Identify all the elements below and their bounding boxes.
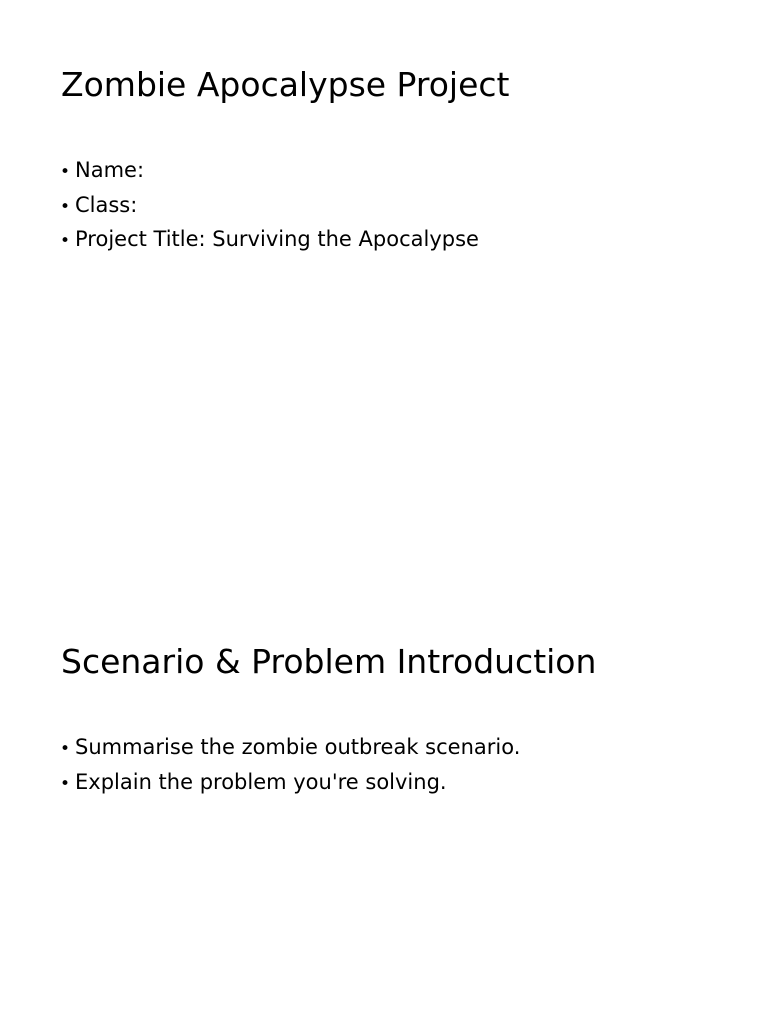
bullet-item-explain — [60, 766, 520, 801]
bullet-icon: • — [60, 739, 71, 759]
slide-scenario — [0, 576, 768, 1024]
bullet-item-name — [60, 154, 479, 189]
slide-title: Scenario & Problem Introduction — [61, 642, 597, 681]
bullet-icon: • — [60, 773, 71, 794]
bullet-text: Class: — [75, 192, 138, 217]
bullet-text: Name: — [75, 158, 145, 182]
bullet-item-project-title — [60, 223, 479, 258]
bullet-icon: • — [60, 162, 71, 182]
bullet-list — [60, 731, 520, 800]
bullet-text: Project Title: Surviving the Apocalypse — [75, 227, 479, 251]
bullet-icon: • — [60, 231, 71, 251]
bullet-text: Summarise the zombie outbreak scenario. — [75, 735, 521, 759]
bullet-icon: • — [60, 196, 71, 217]
slide-title: Zombie Apocalypse Project — [61, 65, 510, 104]
bullet-text: Explain the problem you're solving. — [75, 769, 447, 794]
bullet-item-summarise — [60, 731, 520, 766]
bullet-list — [60, 154, 479, 258]
bullet-item-class — [60, 189, 479, 224]
